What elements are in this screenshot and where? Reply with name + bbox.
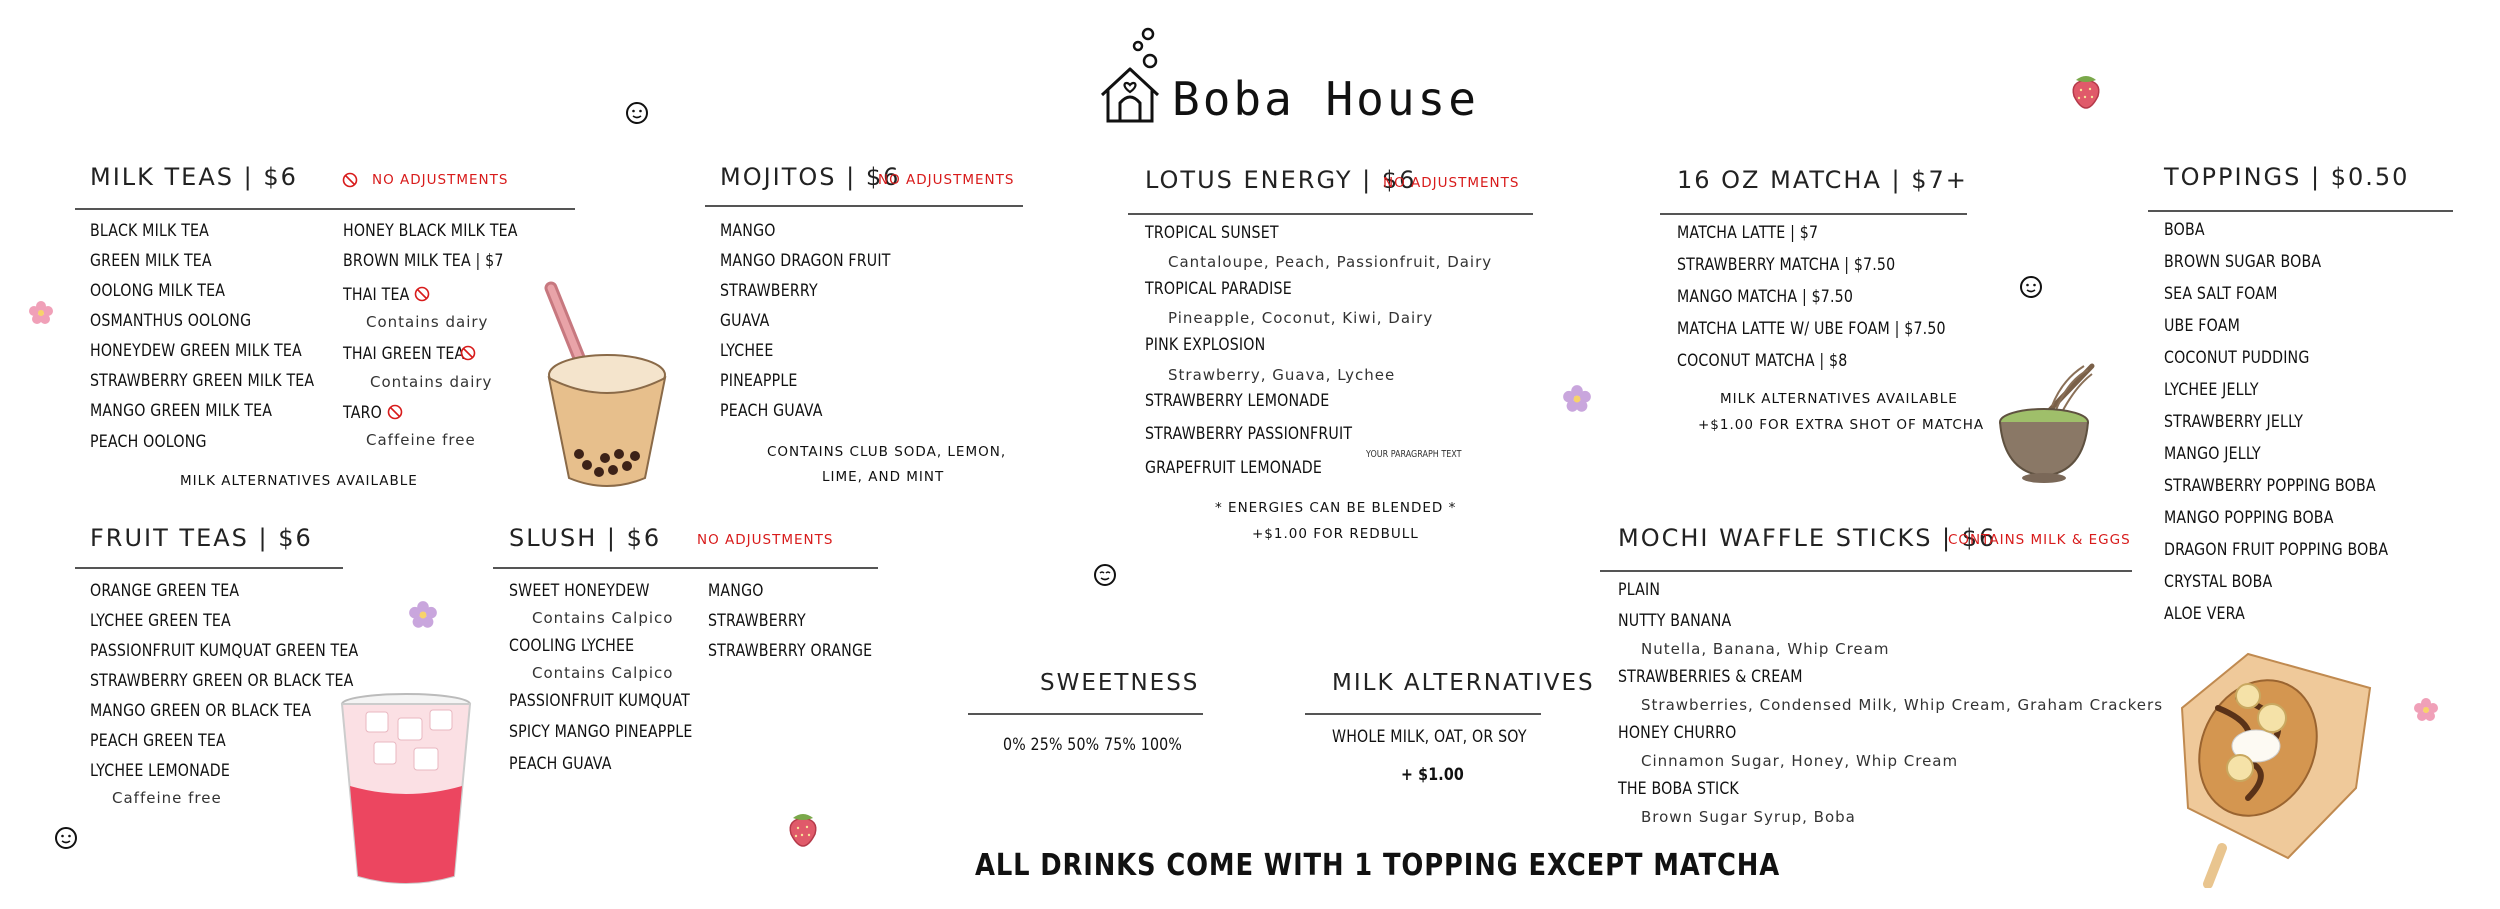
flower-icon: [1562, 384, 1592, 414]
list-item: MATCHA LATTE | $7: [1677, 223, 1819, 242]
list-item: THAI GREEN TEA: [343, 344, 465, 363]
milk-alt-heading: MILK ALTERNATIVES: [1332, 670, 1595, 696]
fruit-teas-heading: FRUIT TEAS | $6: [90, 524, 313, 552]
list-item: MANGO: [720, 221, 776, 240]
item-description: Contains dairy: [370, 373, 493, 391]
item-description: Cantaloupe, Peach, Passionfruit, Dairy: [1168, 253, 1493, 271]
list-item: BROWN SUGAR BOBA: [2164, 252, 2322, 271]
list-item: HONEY CHURRO: [1618, 723, 1737, 742]
list-item: STRAWBERRY JELLY: [2164, 412, 2304, 431]
item-description: Contains Calpico: [532, 664, 674, 682]
list-item: STRAWBERRY LEMONADE: [1145, 391, 1330, 410]
list-item: BOBA: [2164, 220, 2205, 239]
list-item: MANGO JELLY: [2164, 444, 2261, 463]
item-description: Nutella, Banana, Whip Cream: [1641, 640, 1890, 658]
list-item: GUAVA: [720, 311, 770, 330]
list-item: LYCHEE LEMONADE: [90, 761, 231, 780]
item-description: Strawberry, Guava, Lychee: [1168, 366, 1396, 384]
list-item: LYCHEE GREEN TEA: [90, 611, 231, 630]
no-adjustments-icon: [387, 404, 403, 420]
list-item: TROPICAL SUNSET: [1145, 223, 1279, 242]
list-item: STRAWBERRY GREEN OR BLACK TEA: [90, 671, 354, 690]
list-item: HONEYDEW GREEN MILK TEA: [90, 341, 302, 360]
item-description: Caffeine free: [112, 789, 222, 807]
list-item: SEA SALT FOAM: [2164, 284, 2278, 303]
smiley-face-icon: [54, 826, 78, 850]
milk-alt-rule: [1305, 713, 1541, 715]
sweetness-rule: [968, 713, 1203, 715]
list-item: BLACK MILK TEA: [90, 221, 210, 240]
mojitos-heading: MOJITOS | $6: [720, 163, 901, 191]
list-item: PEACH GUAVA: [720, 401, 823, 420]
list-item: STRAWBERRY POPPING BOBA: [2164, 476, 2376, 495]
matcha-heading: 16 OZ MATCHA | $7+: [1677, 166, 1968, 194]
placeholder-text: YOUR PARAGRAPH TEXT: [1366, 449, 1462, 460]
list-item: MANGO DRAGON FRUIT: [720, 251, 891, 270]
house-logo-icon: [1098, 25, 1174, 125]
lotus-note: NO ADJUSTMENTS: [1383, 175, 1520, 191]
matcha-rule: [1660, 213, 1967, 215]
milk-teas-heading: MILK TEAS | $6: [90, 163, 298, 191]
list-item: DRAGON FRUIT POPPING BOBA: [2164, 540, 2389, 559]
milk-teas-note: NO ADJUSTMENTS: [372, 172, 509, 188]
matcha-bowl-icon: [1996, 360, 2106, 485]
list-item: STRAWBERRY: [720, 281, 818, 300]
list-item: SPICY MANGO PINEAPPLE: [509, 722, 693, 741]
list-item: PINEAPPLE: [720, 371, 798, 390]
list-item: HONEY BLACK MILK TEA: [343, 221, 518, 240]
no-adjustments-icon: [460, 345, 476, 361]
list-item: MANGO: [708, 581, 764, 600]
mojitos-note: NO ADJUSTMENTS: [878, 172, 1015, 188]
list-item: MANGO MATCHA | $7.50: [1677, 287, 1854, 306]
flower-icon: [28, 300, 54, 326]
item-description: Contains dairy: [366, 313, 489, 331]
item-description: Caffeine free: [366, 431, 476, 449]
list-item: STRAWBERRY PASSIONFRUIT: [1145, 424, 1353, 443]
no-adjustments-icon: [414, 286, 430, 302]
lotus-heading: LOTUS ENERGY | $6: [1145, 166, 1417, 194]
list-item: STRAWBERRY MATCHA | $7.50: [1677, 255, 1896, 274]
list-item: THE BOBA STICK: [1618, 779, 1739, 798]
list-item: UBE FOAM: [2164, 316, 2241, 335]
mojitos-footer-line1: CONTAINS CLUB SODA, LEMON,: [767, 444, 1007, 460]
list-item: MANGO GREEN OR BLACK TEA: [90, 701, 312, 720]
list-item: COOLING LYCHEE: [509, 636, 635, 655]
boba-cup-icon: [535, 280, 675, 495]
slush-heading: SLUSH | $6: [509, 524, 662, 552]
list-item: NUTTY BANANA: [1618, 611, 1732, 630]
lotus-footer-line1: * ENERGIES CAN BE BLENDED *: [1215, 500, 1457, 516]
item-description: Contains Calpico: [532, 609, 674, 627]
fruit-teas-rule: [75, 567, 343, 569]
strawberry-icon: [785, 808, 821, 848]
list-item: STRAWBERRIES & CREAM: [1618, 667, 1803, 686]
toppings-rule: [2148, 210, 2453, 212]
list-item: PEACH OOLONG: [90, 432, 207, 451]
list-item: BROWN MILK TEA | $7: [343, 251, 504, 270]
mochi-note: CONTAINS MILK & EGGS: [1948, 532, 2131, 548]
list-item: PEACH GUAVA: [509, 754, 612, 773]
mojitos-footer-line2: LIME, AND MINT: [822, 469, 945, 485]
list-item: LYCHEE: [720, 341, 774, 360]
flower-icon: [2413, 697, 2439, 723]
list-item: COCONUT MATCHA | $8: [1677, 351, 1848, 370]
mochi-rule: [1600, 570, 2132, 572]
list-item: PLAIN: [1618, 580, 1661, 599]
topping-banner: ALL DRINKS COME WITH 1 TOPPING EXCEPT MATCHA: [975, 848, 1781, 883]
list-item: OSMANTHUS OOLONG: [90, 311, 252, 330]
list-item: MANGO GREEN MILK TEA: [90, 401, 273, 420]
list-item: GREEN MILK TEA: [90, 251, 212, 270]
strawberry-icon: [2068, 70, 2104, 110]
slush-rule: [493, 567, 878, 569]
list-item: TARO: [343, 403, 382, 422]
iced-tea-icon: [338, 690, 474, 890]
flower-icon: [408, 600, 438, 630]
list-item: SWEET HONEYDEW: [509, 581, 650, 600]
matcha-footer-line1: MILK ALTERNATIVES AVAILABLE: [1720, 391, 1958, 407]
waffle-stick-icon: [2178, 648, 2378, 888]
mochi-heading: MOCHI WAFFLE STICKS | $6: [1618, 524, 1997, 552]
list-item: PINK EXPLOSION: [1145, 335, 1266, 354]
matcha-footer-line2: +$1.00 FOR EXTRA SHOT OF MATCHA: [1698, 417, 1985, 433]
page-title: Boba House: [1172, 72, 1479, 126]
lotus-footer-line2: +$1.00 FOR REDBULL: [1252, 526, 1419, 542]
list-item: TROPICAL PARADISE: [1145, 279, 1292, 298]
list-item: PASSIONFRUIT KUMQUAT GREEN TEA: [90, 641, 359, 660]
milk-alt-options: WHOLE MILK, OAT, OR SOY: [1332, 727, 1527, 746]
list-item: LYCHEE JELLY: [2164, 380, 2259, 399]
list-item: COCONUT PUDDING: [2164, 348, 2310, 367]
milk-alt-price: + $1.00: [1401, 765, 1464, 784]
list-item: PEACH GREEN TEA: [90, 731, 226, 750]
milk-teas-footer: MILK ALTERNATIVES AVAILABLE: [180, 473, 418, 489]
smiley-face-icon: [625, 101, 649, 125]
list-item: MANGO POPPING BOBA: [2164, 508, 2334, 527]
milk-teas-rule: [75, 208, 575, 210]
sweetness-levels: 0% 25% 50% 75% 100%: [1003, 735, 1183, 754]
lotus-rule: [1128, 213, 1533, 215]
list-item: STRAWBERRY GREEN MILK TEA: [90, 371, 315, 390]
sweetness-heading: SWEETNESS: [1040, 670, 1200, 696]
smiley-face-icon: [1093, 563, 1117, 587]
list-item: THAI TEA: [343, 285, 410, 304]
slush-note: NO ADJUSTMENTS: [697, 532, 834, 548]
mojitos-rule: [705, 205, 1023, 207]
item-description: Brown Sugar Syrup, Boba: [1641, 808, 1856, 826]
list-item: STRAWBERRY ORANGE: [708, 641, 873, 660]
smiley-face-icon: [2019, 275, 2043, 299]
list-item: STRAWBERRY: [708, 611, 806, 630]
list-item: ORANGE GREEN TEA: [90, 581, 240, 600]
item-description: Pineapple, Coconut, Kiwi, Dairy: [1168, 309, 1434, 327]
no-adjustments-icon: [342, 172, 358, 188]
list-item: CRYSTAL BOBA: [2164, 572, 2273, 591]
list-item: PASSIONFRUIT KUMQUAT: [509, 691, 690, 710]
item-description: Strawberries, Condensed Milk, Whip Cream, Graham Crackers: [1641, 696, 2164, 714]
list-item: MATCHA LATTE W/ UBE FOAM | $7.50: [1677, 319, 1946, 338]
item-description: Cinnamon Sugar, Honey, Whip Cream: [1641, 752, 1959, 770]
list-item: ALOE VERA: [2164, 604, 2245, 623]
list-item: OOLONG MILK TEA: [90, 281, 226, 300]
toppings-heading: TOPPINGS | $0.50: [2164, 163, 2410, 191]
list-item: GRAPEFRUIT LEMONADE: [1145, 458, 1323, 477]
